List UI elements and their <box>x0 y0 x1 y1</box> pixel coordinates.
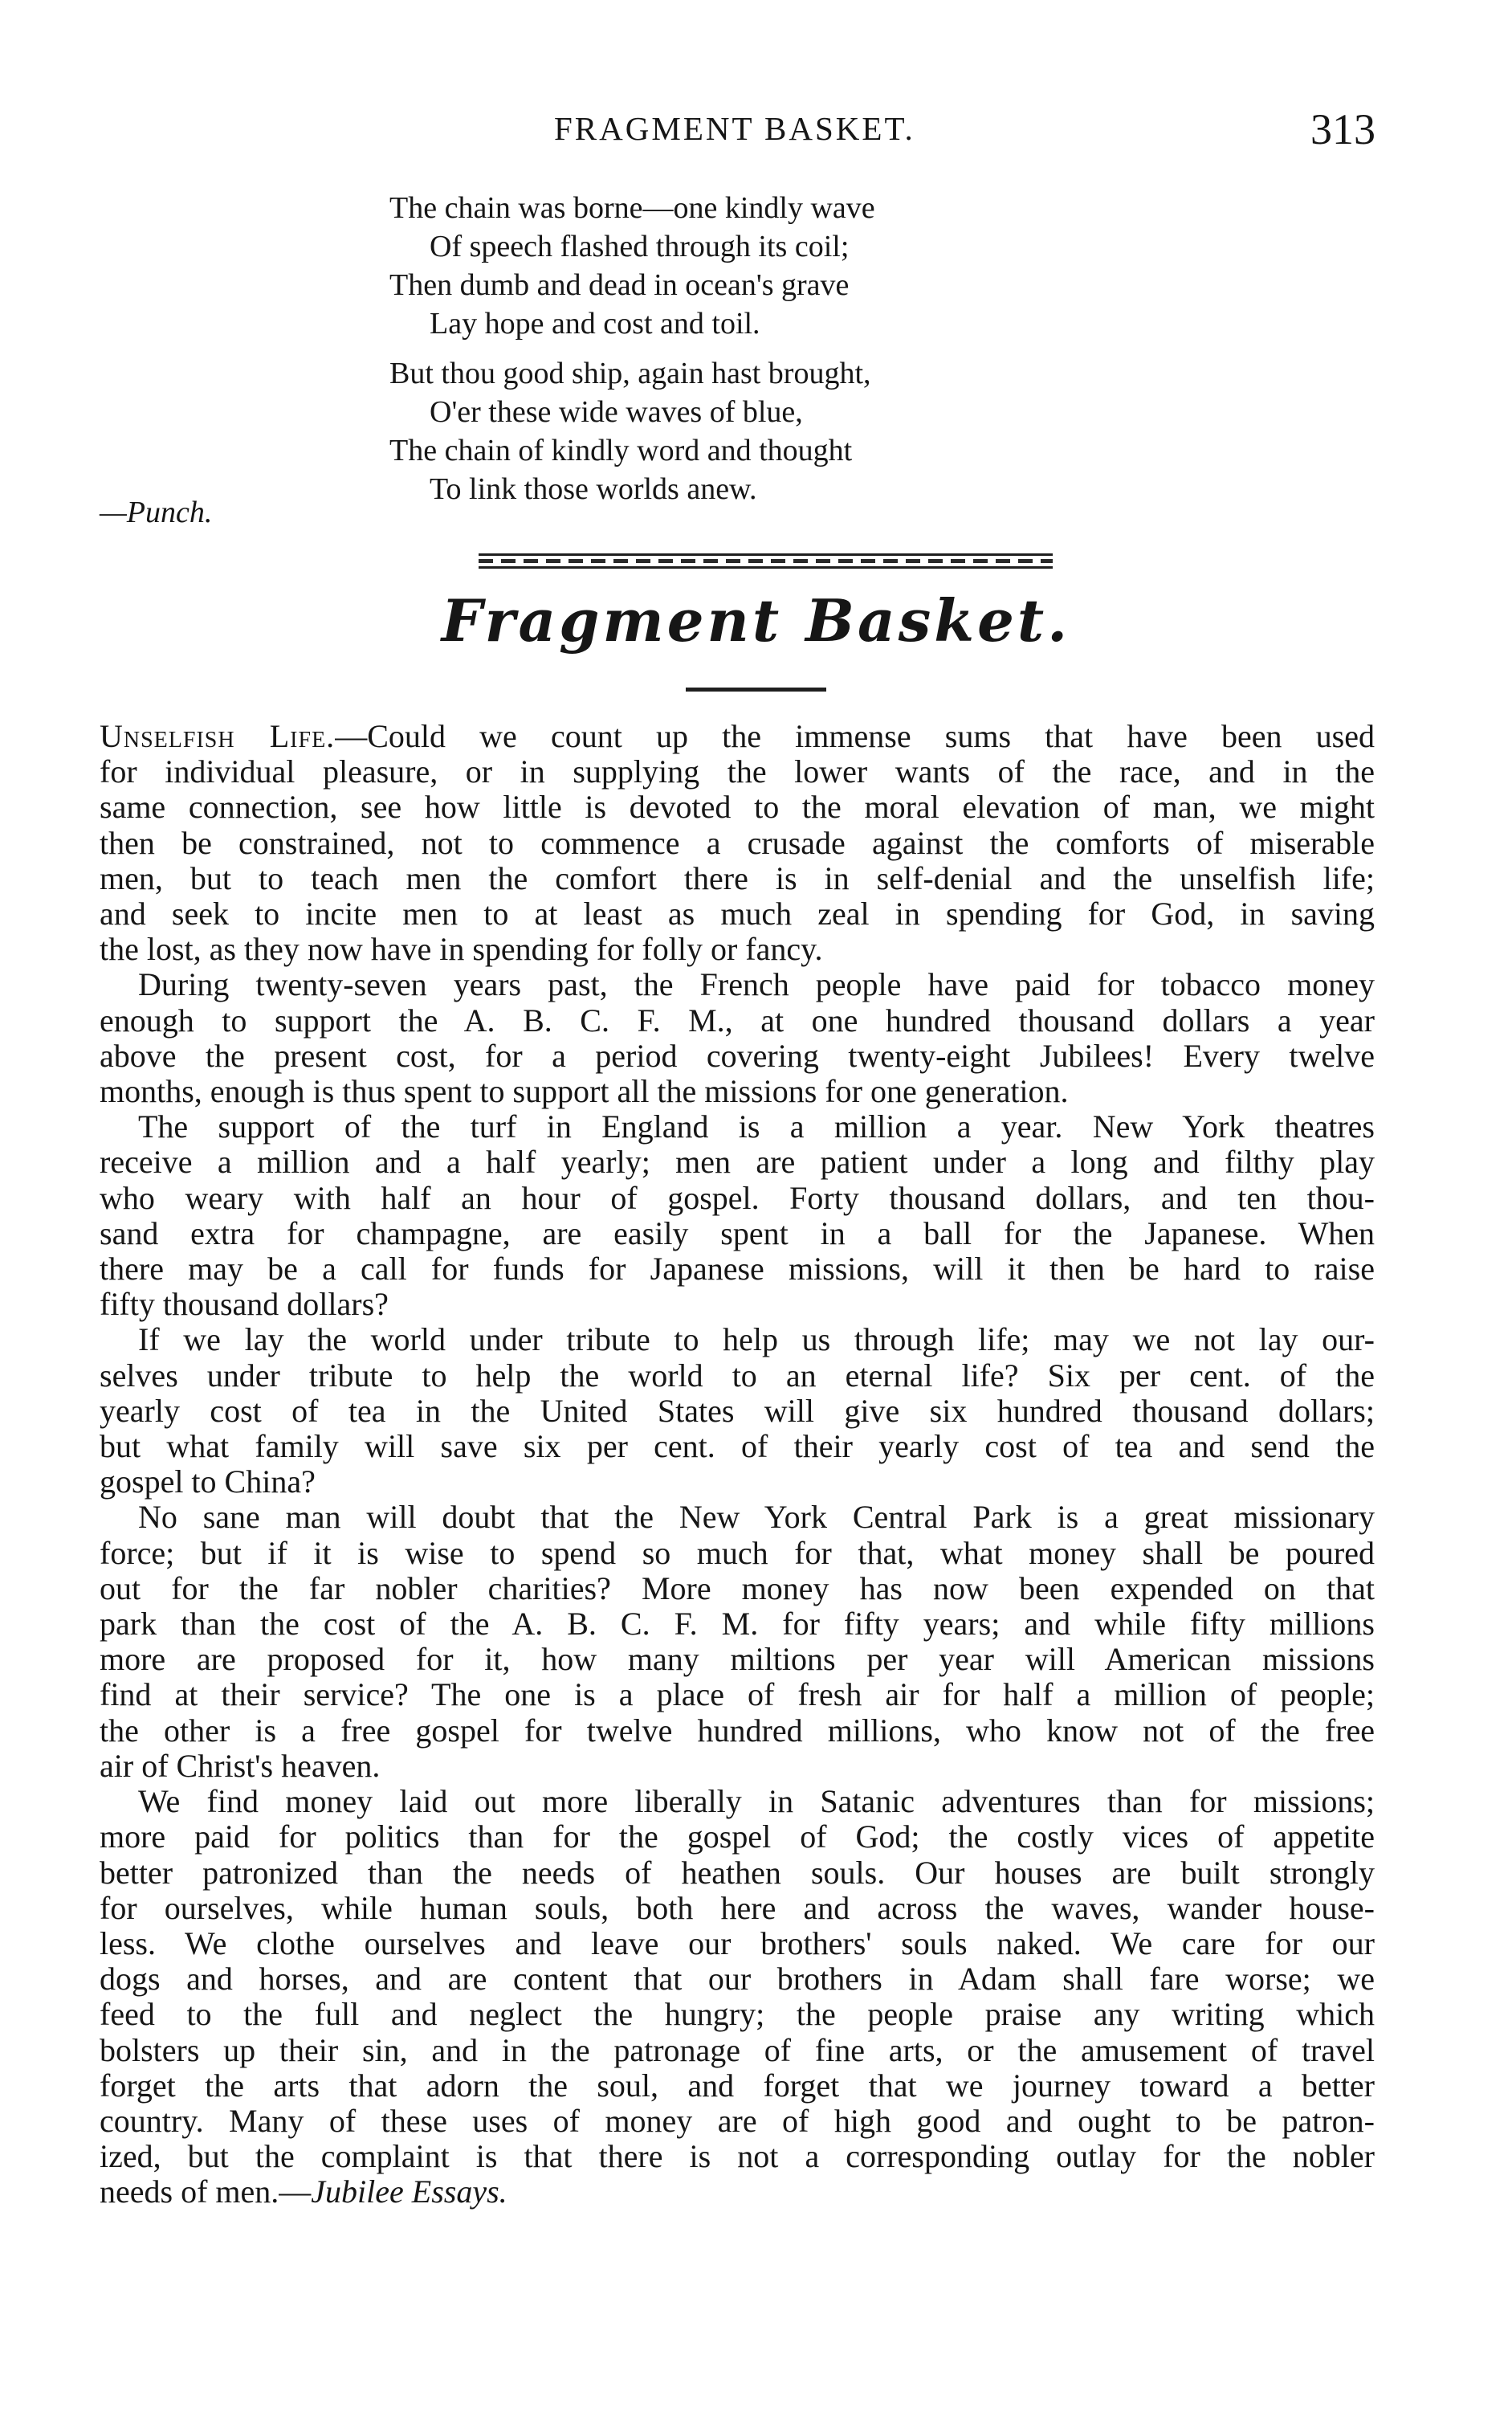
paragraph <box>100 967 1375 1109</box>
text-line <box>100 2174 1375 2210</box>
text-line: We find money laid out more liberally in Satanic adventures than for missions; <box>138 1783 1375 1820</box>
poem-line: Of speech flashed through its coil; <box>430 230 850 263</box>
text-line: force; but if it is wise to spend so much for that, what money shall be poured <box>100 1534 1375 1571</box>
text-line: there may be a call for funds for Japanese missions, will it then be hard to raise <box>100 1251 1375 1288</box>
poem-line: Lay hope and cost and toil. <box>430 307 760 341</box>
paragraph <box>100 1322 1375 1500</box>
text-line: same connection, see how little is devoted to the moral elevation of man, we might <box>100 789 1375 826</box>
text-line: receive a million and a half yearly; men are patient under a long and filthy play <box>100 1144 1375 1181</box>
text-line: park than the cost of the A. B. C. F. M. for fifty years; and while fifty millions <box>100 1606 1375 1643</box>
article-source: Jubilee Essays. <box>311 2173 507 2210</box>
text-line: but what family will save six per cent. of their yearly cost of tea and send the <box>100 1428 1375 1465</box>
running-head-title: FRAGMENT BASKET. <box>554 110 915 147</box>
text-line: No sane man will doubt that the New York Central Park is a great missionary <box>138 1499 1375 1536</box>
article-heading: Unselfish Life. <box>100 718 336 754</box>
text-line: sand extra for champagne, are easily spent in a ball for the Japanese. When <box>100 1214 1375 1251</box>
text-line: better patronized than the needs of heathen souls. Our houses are built strongly <box>100 1854 1375 1891</box>
paragraph <box>100 1500 1375 1784</box>
section-divider-dashed-rule <box>479 559 1053 563</box>
text-line: above the present cost, for a period covering twenty-eight Jubilees! Every twelve <box>100 1037 1375 1074</box>
text-line: dogs and horses, and are content that our brothers in Adam shall fare worse; we <box>100 1961 1375 1998</box>
text-line: The support of the turf in England is a million a year. New York theatres <box>138 1108 1375 1145</box>
text-line: more paid for politics than for the gospel of God; the costly vices of appetite <box>100 1818 1375 1855</box>
text-line <box>100 719 1375 754</box>
text-line: less. We clothe ourselves and leave our brothers' souls naked. We care for our <box>100 1924 1375 1961</box>
text-line: If we lay the world under tribute to help us through life; may we not lay our- <box>138 1321 1375 1358</box>
section-title-underline <box>686 688 826 692</box>
running-head <box>0 105 1512 157</box>
section-title: Fragment Basket. <box>441 586 1071 655</box>
text-line: forget the arts that adorn the soul, and forget that we journey toward a better <box>100 2067 1375 2104</box>
text-line: the lost, as they now have in spending for folly or fancy. <box>100 931 823 968</box>
poem-line: The chain was borne—one kindly wave <box>389 191 875 225</box>
text-line: find at their service? The one is a place of fresh air for half a million of people; <box>100 1676 1375 1713</box>
poem-line: To link those worlds anew. <box>430 472 757 506</box>
text-line: country. Many of these uses of money are of high good and ought to be patron- <box>100 2102 1375 2139</box>
text-line: bolsters up their sin, and in the patronage of fine arts, or the amusement of travel <box>100 2031 1375 2068</box>
text-line: ized, but the complaint is that there is not a corresponding outlay for the nobler <box>100 2138 1375 2175</box>
poem-line: But thou good ship, again hast brought, <box>389 357 871 390</box>
text-line: men, but to teach men the comfort there is in self-denial and the unselfish life; <box>100 859 1375 896</box>
article-body <box>100 719 1375 2210</box>
paragraph <box>100 719 1375 967</box>
text-line: During twenty-seven years past, the French people have paid for tobacco money <box>138 966 1375 1003</box>
text-line: enough to support the A. B. C. F. M., at one hundred thousand dollars a year <box>100 1002 1375 1039</box>
paragraph <box>100 1784 1375 2210</box>
text-line: yearly cost of tea in the United States will give six hundred thousand dollars; <box>100 1392 1375 1429</box>
poem-stanza <box>389 189 1112 343</box>
section-divider-bottom-rule <box>479 566 1053 569</box>
text-line: out for the far nobler charities? More money has now been expended on that <box>100 1569 1375 1606</box>
text-line: selves under tribute to help the world to an eternal life? Six per cent. of the <box>100 1357 1375 1394</box>
text-line: more are proposed for it, how many miltions per year will American missions <box>100 1641 1375 1678</box>
poem-attribution: —Punch. <box>100 496 213 529</box>
text-line: and seek to incite men to at least as much zeal in spending for God, in saving <box>100 896 1375 933</box>
text-line: gospel to China? <box>100 1463 316 1500</box>
text-line: feed to the full and neglect the hungry; the people praise any writing which <box>100 1996 1375 2033</box>
poem-stanza <box>389 354 1112 508</box>
text-line-content: needs of men.— <box>100 2173 312 2210</box>
text-line: who weary with half an hour of gospel. Forty thousand dollars, and ten thou- <box>100 1179 1375 1216</box>
text-line: for individual pleasure, or in supplying the lower wants of the race, and in the <box>100 753 1375 790</box>
text-line: then be constrained, not to commence a crusade against the comforts of miserable <box>100 824 1375 861</box>
paragraph <box>100 1109 1375 1322</box>
poem-line: Then dumb and dead in ocean's grave <box>389 268 850 302</box>
text-line: fifty thousand dollars? <box>100 1286 389 1323</box>
text-line: months, enough is thus spent to support all the missions for one generation. <box>100 1073 1069 1110</box>
poem <box>389 189 1112 508</box>
text-line: the other is a free gospel for twelve hundred millions, who know not of the free <box>100 1712 1375 1749</box>
text-line: for ourselves, while human souls, both here and across the waves, wander house- <box>100 1889 1375 1926</box>
text-line-content: —Could we count up the immense sums that have been used <box>335 718 1375 754</box>
section-divider-top-rule <box>479 553 1053 556</box>
text-line: air of Christ's heaven. <box>100 1747 381 1784</box>
page-number: 313 <box>1310 105 1375 153</box>
poem-line: O'er these wide waves of blue, <box>430 395 803 429</box>
poem-line: The chain of kindly word and thought <box>389 434 853 467</box>
